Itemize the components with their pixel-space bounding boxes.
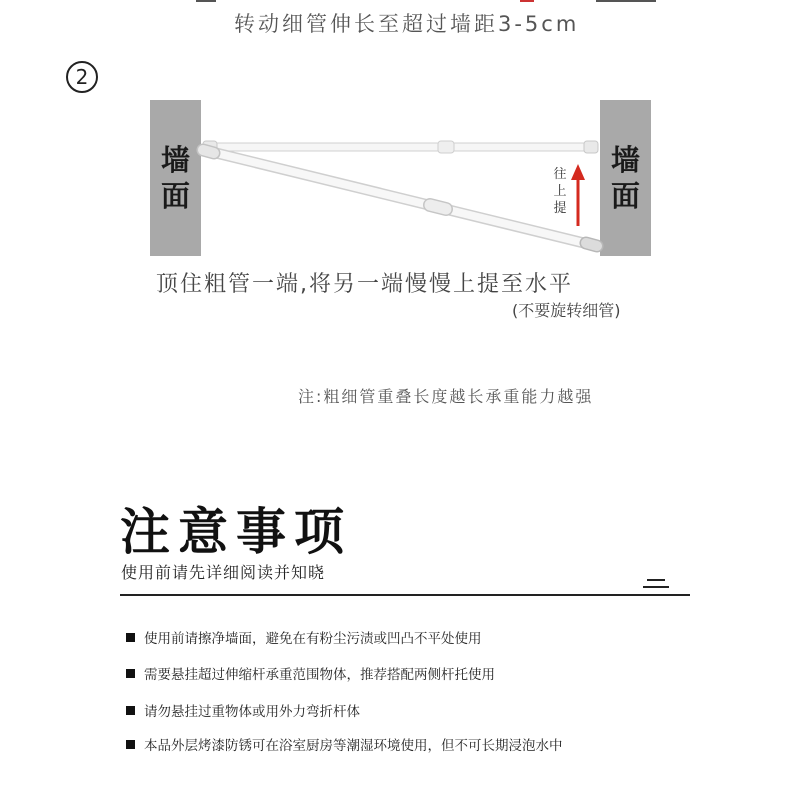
right-wall-label-char: 面 [610, 179, 640, 213]
previous-section-remnant [520, 0, 534, 2]
horizontal-rod [203, 141, 598, 153]
notice-item-text: 本品外层烤漆防锈可在浴室厨房等潮湿环境使用，但不可长期浸泡水中 [144, 738, 563, 754]
notice-item-text: 使用前请擦净墙面，避免在有粉尘污渍或凹凸不平处使用 [144, 631, 482, 647]
lift-up-label-char: 往 [553, 167, 567, 182]
notice-item-text: 需要悬挂超过伸缩杆承重范围物体，推荐搭配两侧杆托使用 [144, 667, 495, 683]
notice-item [126, 629, 482, 649]
lift-up-label-char: 上 [553, 184, 567, 199]
section-divider [120, 594, 690, 596]
lift-up-label-char: 提 [553, 201, 567, 216]
notice-item [126, 665, 495, 685]
divider-marker [643, 578, 669, 594]
notice-item [126, 736, 563, 756]
notice-title: 注意事项 [120, 503, 352, 561]
step-subcaption: (不要旋转细管) [512, 301, 621, 320]
right-wall-label-char: 墙 [610, 143, 640, 177]
lift-up-label [550, 166, 570, 217]
left-wall-label-char: 墙 [160, 143, 190, 177]
top-step-caption: 转动细管伸长至超过墙距3-5cm [234, 12, 580, 36]
notice-item [126, 702, 360, 722]
up-arrow-icon [571, 164, 585, 226]
step-caption: 顶住粗管一端,将另一端慢慢上提至水平 [156, 272, 573, 297]
notice-subtitle: 使用前请先详细阅读并知晓 [121, 563, 326, 582]
step-number-badge: 2 [66, 61, 98, 93]
square-bullet-icon [126, 740, 135, 749]
left-wall-label-char: 面 [160, 179, 190, 213]
square-bullet-icon [126, 633, 135, 642]
previous-section-remnant [596, 0, 656, 2]
square-bullet-icon [126, 706, 135, 715]
square-bullet-icon [126, 669, 135, 678]
notice-item-text: 请勿悬挂过重物体或用外力弯折杆体 [144, 704, 360, 720]
load-capacity-note: 注:粗细管重叠长度越长承重能力越强 [298, 387, 594, 406]
diagonal-rod [203, 150, 597, 246]
previous-section-remnant [196, 0, 216, 2]
